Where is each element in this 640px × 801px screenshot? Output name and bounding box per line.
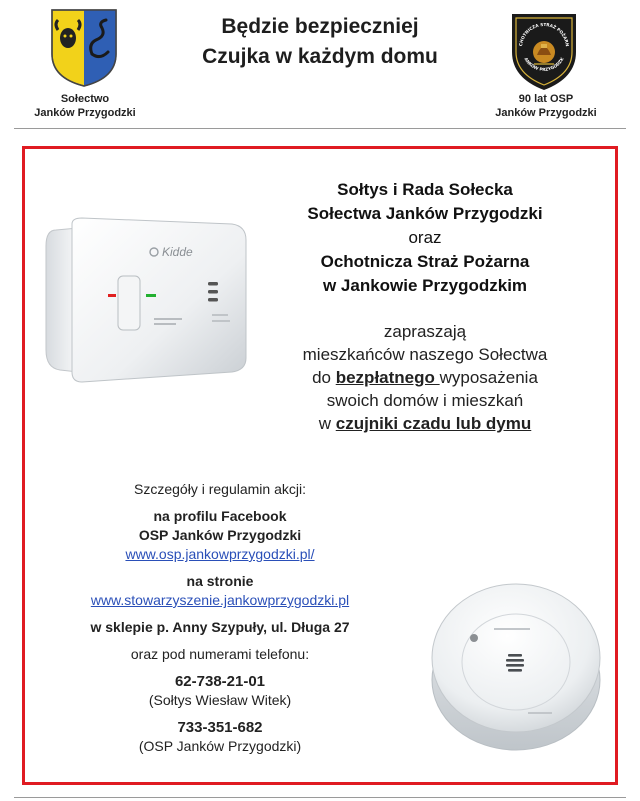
co-detector-image	[42, 210, 252, 390]
invitation-free-emphasis: bezpłatnego	[335, 368, 440, 387]
phones-intro: oraz pod numerami telefonu:	[130, 646, 310, 662]
details-intro: Szczegóły i regulamin akcji:	[134, 481, 306, 497]
phone1-number: 62-738-21-01	[174, 673, 266, 690]
organizers-line3: oraz	[408, 228, 442, 247]
organizers-line1: Sołtys i Rada Sołecka	[337, 180, 513, 199]
title-line1: Będzie bezpieczniej	[221, 15, 419, 38]
co-brand-label: Kidde	[162, 245, 193, 259]
details-block	[40, 480, 400, 756]
shop-info: w sklepie p. Anny Szypuły, ul. Długa 27	[90, 619, 350, 635]
organizers-line5: w Jankowie Przygodzkim	[322, 276, 528, 295]
invitation-line4: swoich domów i mieszkań	[326, 391, 524, 410]
smoke-detector-image	[418, 562, 610, 758]
osp-logo-icon	[508, 8, 580, 92]
title-line2: Czujka w każdym domu	[202, 45, 438, 68]
facebook-line1: na profilu Facebook	[153, 508, 287, 524]
phone1-owner: (Sołtys Wiesław Witek)	[148, 692, 292, 708]
facebook-line2: OSP Janków Przygodzki	[138, 527, 302, 543]
soltys-caption	[20, 92, 150, 120]
invitation-line5-pre: w	[318, 414, 336, 433]
invitation-detectors-emphasis: czujniki czadu lub dymu	[335, 414, 532, 433]
invitation-line5	[260, 412, 590, 435]
invitation-line2: mieszkańców naszego Sołectwa	[302, 345, 548, 364]
osp-logo-text-bottom: ANKÓW PRZYGODZK	[523, 56, 565, 72]
page-title	[160, 12, 480, 72]
osp-caption-line1: 90 lat OSP	[518, 93, 574, 105]
facebook-link[interactable]: www.osp.jankowprzygodzki.pl/	[125, 546, 315, 562]
soltys-caption-line1: Sołectwo	[60, 93, 110, 105]
invitation-line3	[260, 366, 590, 389]
header-divider	[14, 128, 626, 129]
phone2-number: 733-351-682	[177, 719, 263, 736]
footer-divider	[14, 797, 626, 798]
osp-caption	[476, 92, 616, 120]
osp-caption-line2: Janków Przygodzki	[495, 107, 597, 119]
site-label: na stronie	[186, 573, 254, 589]
invitation-block	[260, 320, 590, 435]
invitation-line3-pre: do	[312, 368, 336, 387]
organizers-block	[260, 178, 590, 298]
phone2-owner: (OSP Janków Przygodzki)	[138, 738, 302, 754]
organizers-line4: Ochotnicza Straż Pożarna	[320, 252, 530, 271]
osp-logo-text-top: CHOTNICZA STRAŻ POŻARN	[518, 21, 570, 47]
soltys-caption-line2: Janków Przygodzki	[34, 107, 136, 119]
organizers-line2: Sołectwa Janków Przygodzki	[307, 204, 543, 223]
coat-of-arms-icon	[50, 8, 118, 88]
site-link[interactable]: www.stowarzyszenie.jankowprzygodzki.pl	[90, 592, 350, 608]
invitation-line3-post: wyposażenia	[439, 368, 538, 387]
invitation-line1: zapraszają	[383, 322, 467, 341]
